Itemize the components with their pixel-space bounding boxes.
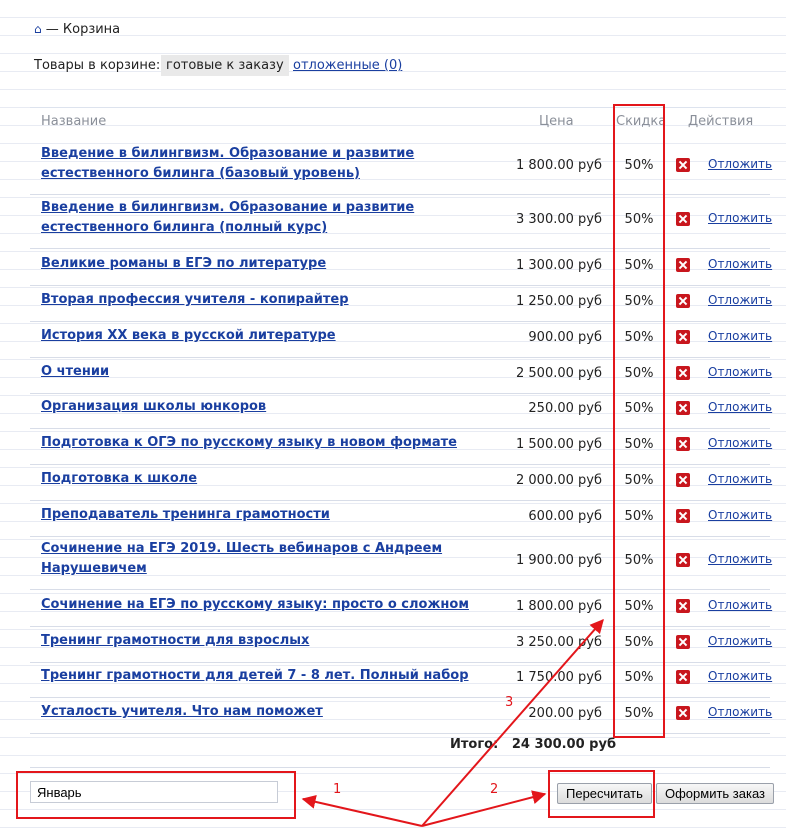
defer-link[interactable]: Отложить bbox=[708, 508, 773, 522]
annotation-label-3: 3 bbox=[505, 695, 514, 710]
arrow-2 bbox=[422, 794, 545, 826]
product-discount: 50% bbox=[624, 706, 654, 721]
defer-link[interactable]: Отложить bbox=[708, 472, 773, 486]
product-link[interactable]: История XX века в русской литературе bbox=[41, 328, 336, 343]
product-link[interactable]: Вторая профессия учителя - копирайтер bbox=[41, 292, 349, 307]
defer-link[interactable]: Отложить bbox=[708, 598, 773, 612]
defer-link[interactable]: Отложить bbox=[708, 365, 773, 379]
product-link[interactable]: Введение в билингвизм. Образование и развитие естественного билинга (полный курс) bbox=[41, 200, 415, 235]
product-price: 3 250.00 руб bbox=[516, 635, 602, 650]
product-link[interactable]: Сочинение на ЕГЭ 2019. Шесть вебинаров с Андреем Нарушевичем bbox=[41, 541, 443, 576]
product-discount: 50% bbox=[624, 366, 654, 381]
product-discount: 50% bbox=[624, 635, 654, 650]
product-price: 200.00 руб bbox=[528, 706, 602, 721]
product-price: 1 250.00 руб bbox=[516, 294, 602, 309]
defer-link[interactable]: Отложить bbox=[708, 669, 773, 683]
product-discount: 50% bbox=[624, 437, 654, 452]
product-link[interactable]: Подготовка к школе bbox=[41, 471, 198, 486]
product-discount: 50% bbox=[624, 553, 654, 568]
defer-link[interactable]: Отложить bbox=[708, 400, 773, 414]
defer-link[interactable]: Отложить bbox=[708, 552, 773, 566]
recalculate-button[interactable]: Пересчитать bbox=[557, 783, 652, 804]
header-price: Цена bbox=[539, 114, 574, 129]
annotation-label-1: 1 bbox=[333, 782, 342, 797]
defer-link[interactable]: Отложить bbox=[708, 293, 773, 307]
defer-link[interactable]: Отложить bbox=[708, 705, 773, 719]
product-link[interactable]: Введение в билингвизм. Образование и развитие естественного билинга (базовый уровень) bbox=[41, 146, 415, 181]
defer-link[interactable]: Отложить bbox=[708, 329, 773, 343]
product-price: 900.00 руб bbox=[528, 330, 602, 345]
tab-ready-to-order[interactable]: готовые к заказу bbox=[161, 55, 289, 76]
product-link[interactable]: Подготовка к ОГЭ по русскому языку в новом формате bbox=[41, 435, 457, 450]
header-name: Название bbox=[41, 114, 107, 129]
product-discount: 50% bbox=[624, 294, 654, 309]
cart-tabs-label: Товары в корзине: bbox=[34, 58, 161, 73]
product-link[interactable]: Организация школы юнкоров bbox=[41, 399, 267, 414]
product-discount: 50% bbox=[624, 212, 654, 227]
arrow-3 bbox=[422, 620, 603, 826]
product-price: 2 000.00 руб bbox=[516, 473, 602, 488]
checkout-button[interactable]: Оформить заказ bbox=[656, 783, 774, 804]
product-price: 1 800.00 руб bbox=[516, 158, 602, 173]
tab-deferred[interactable]: отложенные (0) bbox=[293, 58, 403, 73]
product-discount: 50% bbox=[624, 258, 654, 273]
product-link[interactable]: Тренинг грамотности для взрослых bbox=[41, 633, 310, 648]
product-link[interactable]: Великие романы в ЕГЭ по литературе bbox=[41, 256, 327, 271]
defer-link[interactable]: Отложить bbox=[708, 257, 773, 271]
product-discount: 50% bbox=[624, 670, 654, 685]
product-price: 600.00 руб bbox=[528, 509, 602, 524]
product-price: 1 800.00 руб bbox=[516, 599, 602, 614]
product-discount: 50% bbox=[624, 330, 654, 345]
product-price: 1 500.00 руб bbox=[516, 437, 602, 452]
defer-link[interactable]: Отложить bbox=[708, 436, 773, 450]
product-link[interactable]: Тренинг грамотности для детей 7 - 8 лет. Полный набор bbox=[41, 668, 469, 683]
product-discount: 50% bbox=[624, 473, 654, 488]
product-price: 1 900.00 руб bbox=[516, 553, 602, 568]
product-link[interactable]: Преподаватель тренинга грамотности bbox=[41, 507, 330, 522]
product-discount: 50% bbox=[624, 401, 654, 416]
product-link[interactable]: Усталость учителя. Что нам поможет bbox=[41, 704, 323, 719]
product-discount: 50% bbox=[624, 599, 654, 614]
product-link[interactable]: Сочинение на ЕГЭ по русскому языку: просто о сложном bbox=[41, 597, 469, 612]
header-discount: Скидка bbox=[616, 114, 667, 129]
defer-link[interactable]: Отложить bbox=[708, 634, 773, 648]
annotation-label-2: 2 bbox=[490, 782, 499, 797]
arrow-1 bbox=[303, 799, 422, 826]
product-price: 250.00 руб bbox=[528, 401, 602, 416]
defer-link[interactable]: Отложить bbox=[708, 157, 773, 171]
product-price: 2 500.00 руб bbox=[516, 366, 602, 381]
total-label: Итого: bbox=[450, 737, 499, 752]
total-value: 24 300.00 руб bbox=[511, 737, 617, 752]
breadcrumb-separator: — bbox=[41, 22, 63, 37]
product-link[interactable]: О чтении bbox=[41, 364, 110, 379]
home-icon[interactable]: ⌂ bbox=[34, 22, 42, 36]
product-price: 1 300.00 руб bbox=[516, 258, 602, 273]
product-price: 3 300.00 руб bbox=[516, 212, 602, 227]
header-actions: Действия bbox=[688, 114, 754, 129]
product-price: 1 750.00 руб bbox=[516, 670, 602, 685]
breadcrumb-current: Корзина bbox=[62, 22, 121, 37]
product-discount: 50% bbox=[624, 509, 654, 524]
product-discount: 50% bbox=[624, 158, 654, 173]
defer-link[interactable]: Отложить bbox=[708, 211, 773, 225]
